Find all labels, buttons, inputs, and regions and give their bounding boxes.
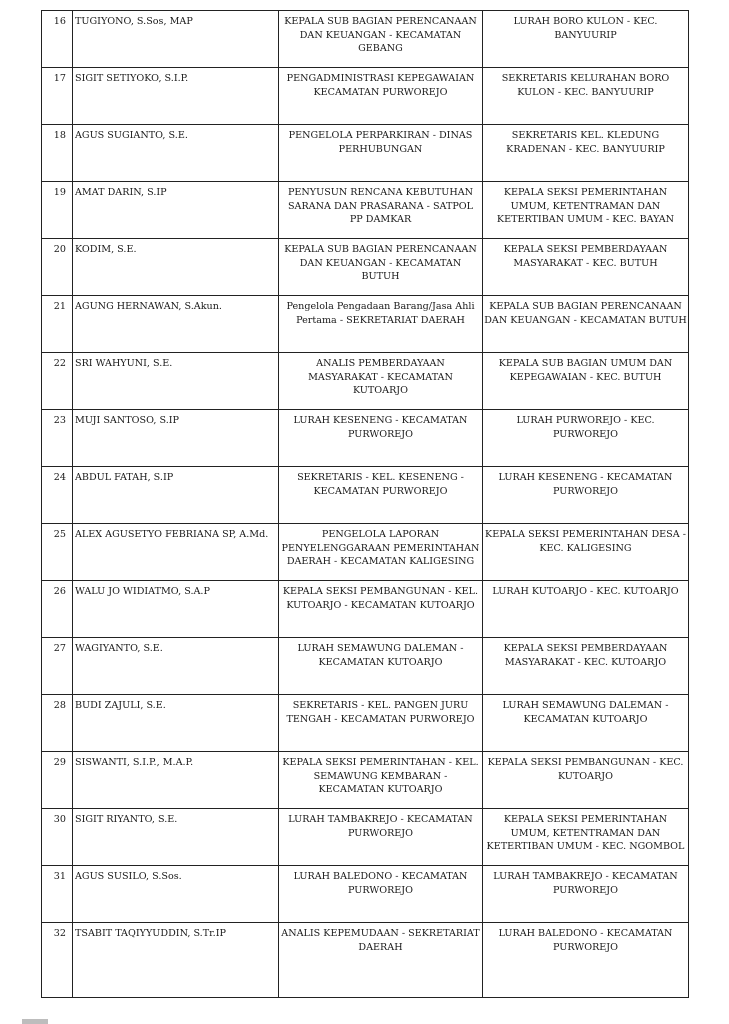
table-row [42, 752, 689, 809]
row-number: 29 [42, 752, 73, 809]
previous-position: PENGELOLA LAPORAN PENYELENGGARAAN PEMERINTAHAN DAERAH - KECAMATAN KALIGESING [279, 524, 483, 581]
previous-position: KEPALA SUB BAGIAN PERENCANAAN DAN KEUANGAN - KECAMATAN GEBANG [279, 11, 483, 68]
table-body [42, 11, 689, 998]
employee-name: TUGIYONO, S.Sos, MAP [73, 11, 279, 68]
row-number: 16 [42, 11, 73, 68]
new-position: KEPALA SEKSI PEMBERDAYAAN MASYARAKAT - KEC. KUTOARJO [483, 638, 689, 695]
previous-position: LURAH KESENENG - KECAMATAN PURWOREJO [279, 410, 483, 467]
new-position: KEPALA SUB BAGIAN PERENCANAAN DAN KEUANGAN - KECAMATAN BUTUH [483, 296, 689, 353]
employee-name: SISWANTI, S.I.P., M.A.P. [73, 752, 279, 809]
table-row [42, 923, 689, 998]
employee-name: AGUS SUGIANTO, S.E. [73, 125, 279, 182]
new-position: LURAH KESENENG - KECAMATAN PURWOREJO [483, 467, 689, 524]
previous-position: LURAH SEMAWUNG DALEMAN - KECAMATAN KUTOARJO [279, 638, 483, 695]
previous-position: LURAH TAMBAKREJO - KECAMATAN PURWOREJO [279, 809, 483, 866]
table-row [42, 581, 689, 638]
row-number: 24 [42, 467, 73, 524]
new-position: KEPALA SEKSI PEMERINTAHAN UMUM, KETENTRAMAN DAN KETERTIBAN UMUM - KEC. BAYAN [483, 182, 689, 239]
new-position: KEPALA SEKSI PEMBERDAYAAN MASYARAKAT - KEC. BUTUH [483, 239, 689, 296]
table-row [42, 296, 689, 353]
row-number: 21 [42, 296, 73, 353]
employee-name: MUJI SANTOSO, S.IP [73, 410, 279, 467]
new-position: LURAH SEMAWUNG DALEMAN - KECAMATAN KUTOARJO [483, 695, 689, 752]
table-row [42, 866, 689, 923]
new-position: LURAH BORO KULON - KEC. BANYUURIP [483, 11, 689, 68]
table-row [42, 410, 689, 467]
previous-position: LURAH BALEDONO - KECAMATAN PURWOREJO [279, 866, 483, 923]
employee-name: KODIM, S.E. [73, 239, 279, 296]
row-number: 25 [42, 524, 73, 581]
new-position: KEPALA SEKSI PEMBANGUNAN - KEC. KUTOARJO [483, 752, 689, 809]
table-row [42, 695, 689, 752]
row-number: 18 [42, 125, 73, 182]
previous-position: Pengelola Pengadaan Barang/Jasa Ahli Pertama - SEKRETARIAT DAERAH [279, 296, 483, 353]
previous-position: KEPALA SUB BAGIAN PERENCANAAN DAN KEUANGAN - KECAMATAN BUTUH [279, 239, 483, 296]
employee-name: ABDUL FATAH, S.IP [73, 467, 279, 524]
page-edge-mark [22, 1019, 48, 1024]
new-position: KEPALA SEKSI PEMERINTAHAN DESA - KEC. KALIGESING [483, 524, 689, 581]
row-number: 30 [42, 809, 73, 866]
employee-name: SIGIT SETIYOKO, S.I.P. [73, 68, 279, 125]
table-row [42, 182, 689, 239]
row-number: 26 [42, 581, 73, 638]
employee-name: WAGIYANTO, S.E. [73, 638, 279, 695]
employee-name: SIGIT RIYANTO, S.E. [73, 809, 279, 866]
row-number: 19 [42, 182, 73, 239]
previous-position: ANALIS PEMBERDAYAAN MASYARAKAT - KECAMATAN KUTOARJO [279, 353, 483, 410]
table-row [42, 68, 689, 125]
new-position: SEKRETARIS KEL. KLEDUNG KRADENAN - KEC. BANYUURIP [483, 125, 689, 182]
previous-position: PENGELOLA PERPARKIRAN - DINAS PERHUBUNGAN [279, 125, 483, 182]
table-row [42, 11, 689, 68]
row-number: 22 [42, 353, 73, 410]
new-position: KEPALA SUB BAGIAN UMUM DAN KEPEGAWAIAN - KEC. BUTUH [483, 353, 689, 410]
table-row [42, 239, 689, 296]
table-row [42, 353, 689, 410]
personnel-table [41, 10, 689, 998]
employee-name: BUDI ZAJULI, S.E. [73, 695, 279, 752]
employee-name: AMAT DARIN, S.IP [73, 182, 279, 239]
employee-name: WALU JO WIDIATMO, S.A.P [73, 581, 279, 638]
row-number: 27 [42, 638, 73, 695]
previous-position: PENGADMINISTRASI KEPEGAWAIAN KECAMATAN PURWOREJO [279, 68, 483, 125]
row-number: 17 [42, 68, 73, 125]
previous-position: KEPALA SEKSI PEMERINTAHAN - KEL. SEMAWUNG KEMBARAN - KECAMATAN KUTOARJO [279, 752, 483, 809]
previous-position: PENYUSUN RENCANA KEBUTUHAN SARANA DAN PRASARANA - SATPOL PP DAMKAR [279, 182, 483, 239]
previous-position: SEKRETARIS - KEL. KESENENG - KECAMATAN PURWOREJO [279, 467, 483, 524]
new-position: SEKRETARIS KELURAHAN BORO KULON - KEC. BANYUURIP [483, 68, 689, 125]
previous-position: ANALIS KEPEMUDAAN - SEKRETARIAT DAERAH [279, 923, 483, 998]
row-number: 31 [42, 866, 73, 923]
table-row [42, 809, 689, 866]
employee-name: TSABIT TAQIYYUDDIN, S.Tr.IP [73, 923, 279, 998]
table-row [42, 467, 689, 524]
row-number: 20 [42, 239, 73, 296]
employee-name: ALEX AGUSETYO FEBRIANA SP, A.Md. [73, 524, 279, 581]
new-position: LURAH PURWOREJO - KEC. PURWOREJO [483, 410, 689, 467]
table-row [42, 125, 689, 182]
previous-position: KEPALA SEKSI PEMBANGUNAN - KEL. KUTOARJO - KECAMATAN KUTOARJO [279, 581, 483, 638]
employee-name: SRI WAHYUNI, S.E. [73, 353, 279, 410]
row-number: 23 [42, 410, 73, 467]
table-row [42, 638, 689, 695]
new-position: LURAH KUTOARJO - KEC. KUTOARJO [483, 581, 689, 638]
new-position: KEPALA SEKSI PEMERINTAHAN UMUM, KETENTRAMAN DAN KETERTIBAN UMUM - KEC. NGOMBOL [483, 809, 689, 866]
table-row [42, 524, 689, 581]
new-position: LURAH BALEDONO - KECAMATAN PURWOREJO [483, 923, 689, 998]
row-number: 28 [42, 695, 73, 752]
row-number: 32 [42, 923, 73, 998]
new-position: LURAH TAMBAKREJO - KECAMATAN PURWOREJO [483, 866, 689, 923]
employee-name: AGUNG HERNAWAN, S.Akun. [73, 296, 279, 353]
previous-position: SEKRETARIS - KEL. PANGEN JURU TENGAH - KECAMATAN PURWOREJO [279, 695, 483, 752]
employee-name: AGUS SUSILO, S.Sos. [73, 866, 279, 923]
